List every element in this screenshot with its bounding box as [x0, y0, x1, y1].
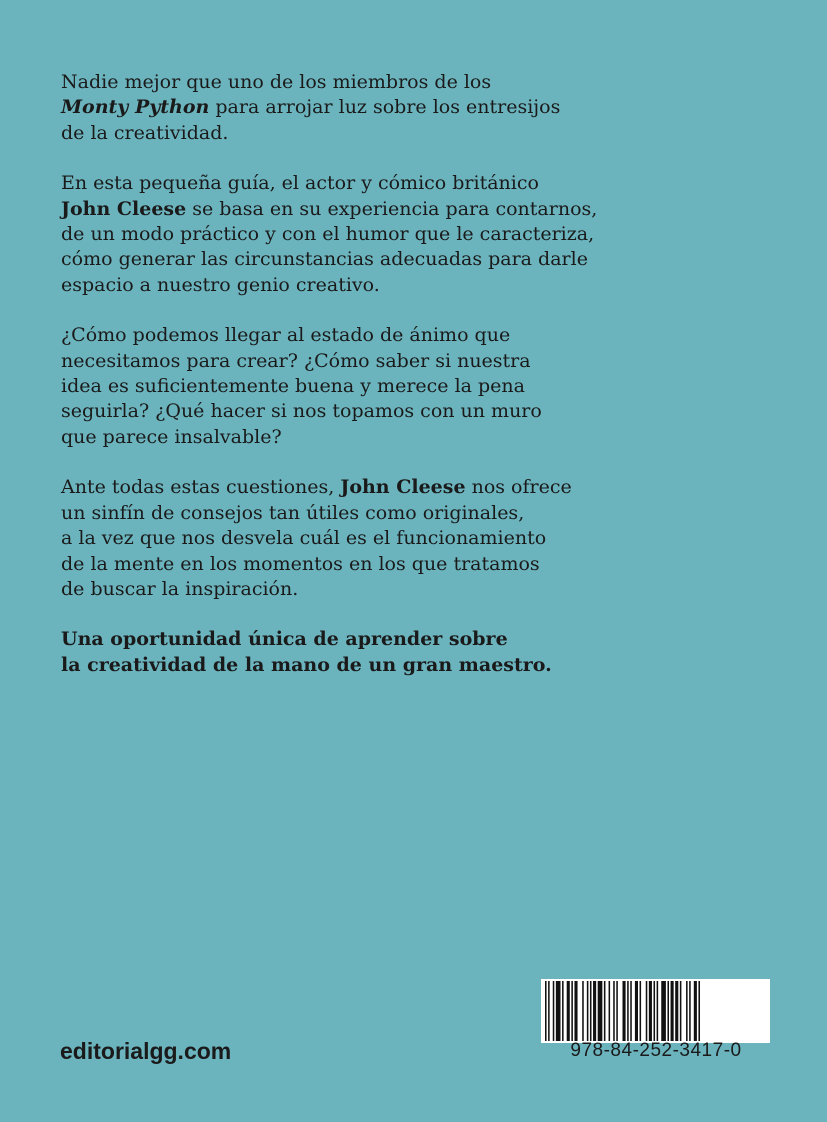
answers-line-5: de buscar la inspiración.	[61, 577, 299, 600]
barcode-bar	[562, 981, 564, 1041]
author-name: John Cleese	[61, 197, 187, 220]
questions-line-4: seguirla? ¿Qué hacer si nos topamos con un muro	[61, 400, 542, 423]
barcode-bar	[657, 981, 659, 1041]
barcode-bar	[671, 981, 674, 1041]
barcode-bar	[649, 981, 652, 1041]
barcode-bar	[635, 981, 638, 1041]
barcode-bars	[541, 979, 770, 1043]
questions-line-3: idea es suficientemente buena y merece la pena	[61, 375, 525, 398]
barcode-bar	[630, 981, 632, 1041]
barcode-bar	[675, 981, 678, 1041]
closing-line-1: Una oportunidad única de aprender sobre	[61, 628, 508, 651]
barcode-bar	[593, 981, 596, 1041]
barcode-bar	[609, 981, 611, 1041]
questions-line-1: ¿Cómo podemos llegar al estado de ánimo que	[61, 324, 511, 347]
closing-line-2: la creatividad de la mano de un gran maestro.	[61, 653, 552, 676]
barcode-bar	[571, 981, 573, 1041]
barcode-bar	[627, 981, 629, 1041]
questions-line-2: necesitamos para crear? ¿Cómo saber si nuestra	[61, 349, 531, 372]
answers-paragraph	[61, 475, 781, 602]
author-name: John Cleese	[340, 476, 466, 499]
barcode-bar	[556, 981, 561, 1041]
barcode-bar	[694, 981, 697, 1041]
intro-line-3: de la creatividad.	[61, 121, 229, 144]
barcode-bar	[640, 981, 642, 1041]
isbn-number: 978-84-252-3417-0	[570, 1040, 742, 1061]
author-paragraph	[61, 171, 781, 298]
barcode-bar	[667, 981, 669, 1041]
author-line-4: cómo generar las circunstancias adecuadas para darle	[61, 248, 588, 271]
barcode-bar	[623, 981, 626, 1041]
barcode-bar	[698, 981, 700, 1041]
barcode-bar	[582, 981, 584, 1041]
intro-paragraph	[61, 70, 781, 146]
answers-line-4: de la mente en los momentos en los que tratamos	[61, 552, 540, 575]
barcode-bar	[686, 981, 688, 1041]
barcode-bar	[567, 981, 570, 1041]
barcode-bar	[553, 981, 555, 1041]
intro-line-1: Nadie mejor que uno de los miembros de los	[61, 71, 492, 93]
barcode-bar	[548, 981, 550, 1041]
answers-line-3: a la vez que nos desvela cuál es el funcionamiento	[61, 527, 547, 550]
publisher-website: editorialgg.com	[60, 1038, 232, 1064]
monty-python-emphasis: Monty Python	[61, 96, 210, 119]
barcode-bar	[598, 981, 603, 1041]
barcode-bar	[604, 981, 606, 1041]
intro-line-2: Monty Python para arrojar luz sobre los entresijos	[61, 96, 561, 119]
barcode-bar	[646, 981, 648, 1041]
back-cover-blurb	[61, 70, 781, 703]
barcode-bar	[590, 981, 592, 1041]
barcode-bar	[689, 981, 691, 1041]
author-line-1: En esta pequeña guía, el actor y cómico británico	[61, 172, 539, 195]
barcode-bar	[661, 981, 666, 1041]
barcode-bar	[680, 981, 682, 1041]
barcode-bar	[654, 981, 656, 1041]
author-line-5: espacio a nuestro genio creativo.	[61, 273, 380, 296]
closing-statement	[61, 627, 781, 678]
questions-line-5: que parece insalvable?	[61, 425, 282, 448]
author-line-2: John Cleese se basa en su experiencia para contarnos,	[61, 197, 598, 220]
barcode-bar	[613, 981, 615, 1041]
barcode-bar	[574, 981, 577, 1041]
barcode-bar	[545, 981, 547, 1041]
isbn-barcode	[541, 979, 770, 1043]
author-line-3: de un modo práctico y con el humor que le caracteriza,	[61, 223, 595, 246]
answers-line-1: Ante todas estas cuestiones, John Cleese nos ofrece	[61, 476, 572, 499]
barcode-bar	[616, 981, 618, 1041]
questions-paragraph	[61, 323, 781, 450]
answers-line-2: un sinfín de consejos tan útiles como originales,	[61, 501, 525, 524]
barcode-bar	[587, 981, 589, 1041]
